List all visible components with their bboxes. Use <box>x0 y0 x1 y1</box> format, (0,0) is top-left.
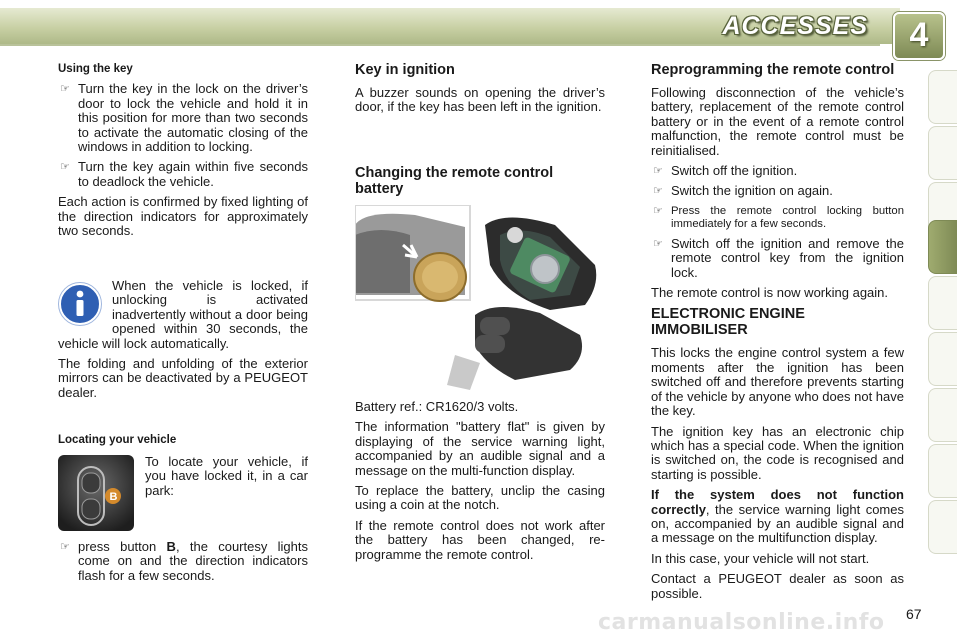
pointing-hand-icon: ☞ <box>60 161 70 174</box>
header-rule <box>0 44 880 46</box>
subheading-locating: Locating your vehicle <box>58 434 177 446</box>
heading-changing-battery: Changing the remote control battery <box>355 165 554 197</box>
watermark: carmanualsonline.info <box>598 610 885 635</box>
chapter-tab-8[interactable] <box>928 444 957 498</box>
paragraph: If the remote control does not work after the battery has been changed, re-programme the remote control. <box>355 517 605 562</box>
column-left <box>58 62 308 244</box>
subheading-using-key: Using the key <box>58 63 133 75</box>
column-right <box>651 62 904 607</box>
paragraph: The remote control is now working again. <box>651 285 889 301</box>
heading-reprogramming: Reprogramming the remote control <box>651 62 895 78</box>
chapter-tab-7[interactable] <box>928 388 957 442</box>
bullet-text: Switch off the ignition. <box>671 163 798 179</box>
remote-button-illustration <box>58 455 134 531</box>
paragraph <box>651 488 904 546</box>
locate-bullet <box>58 540 308 589</box>
section-title: ACCESSES <box>722 12 868 40</box>
bullet-text-post: , the courtesy lights come on and the direction indicators flash for a few seconds. <box>78 539 309 583</box>
pointing-hand-icon: ☞ <box>60 83 70 96</box>
page-number: 67 <box>906 606 922 622</box>
button-letter: B <box>166 539 176 554</box>
chapter-tab-9[interactable] <box>928 500 957 554</box>
battery-text <box>355 400 605 568</box>
bullet-text: Turn the key in the lock on the driver’s door to lock the vehicle and hold it in this position for more than two seconds to activate the automatic closing of the windows in addition to locking. <box>78 81 308 155</box>
button-b-label: B <box>109 491 118 503</box>
paragraph: This locks the engine control system a few moments after the ignition has been switched off and therefore prevents starting of the vehicle by anyone who does not have the key. <box>651 345 904 419</box>
heading-immobiliser: ELECTRONIC ENGINE IMMOBILISER <box>651 306 805 339</box>
bullet-text: Turn the key again within five seconds to deadlock the vehicle. <box>78 159 308 189</box>
chapter-badge <box>893 12 945 60</box>
chapter-tab-2[interactable] <box>928 126 957 180</box>
pointing-hand-icon: ☞ <box>653 237 663 250</box>
pointing-hand-icon: ☞ <box>653 165 663 178</box>
list-item <box>651 237 904 280</box>
warning-rest: , the service warning light comes on, accompanied by an audible signal and a message on the multifunction display. <box>651 501 904 546</box>
info-float-spacer <box>58 279 112 335</box>
column-middle <box>355 62 605 121</box>
paragraph: Battery ref.: CR1620/3 volts. <box>355 399 519 414</box>
chapter-number: 4 <box>909 16 929 54</box>
pointing-hand-icon: ☞ <box>653 204 663 217</box>
locate-text <box>145 455 308 504</box>
chapter-tab-4-active[interactable] <box>928 220 957 274</box>
paragraph: A buzzer sounds on opening the driver’s door, if the key has been left in the ignition. <box>355 85 605 115</box>
paragraph: Contact a PEUGEOT dealer as soon as possible. <box>651 571 904 601</box>
list-item <box>651 205 904 231</box>
list-item <box>651 184 904 198</box>
info-block <box>58 279 308 406</box>
bullet-text: Switch the ignition on again. <box>671 183 833 199</box>
locate-section <box>58 433 308 453</box>
chapter-tabs <box>928 70 960 575</box>
battery-heading-wrap <box>355 165 605 205</box>
info-paragraph-2: The folding and unfolding of the exterior mirrors can be deactivated by a PEUGEOT dealer. <box>58 356 308 400</box>
paragraph: Each action is confirmed by fixed lighting of the direction indicators for approximately two seconds. <box>58 194 308 239</box>
list-item <box>58 540 308 583</box>
list-item <box>651 164 904 178</box>
info-paragraph: When the vehicle is locked, if unlocking is activated inadvertently without a door being opened within 30 seconds, the vehicle will lock automatically. <box>58 278 308 351</box>
heading-key-in-ignition: Key in ignition <box>355 62 455 78</box>
bullet-text: Switch off the ignition and remove the remote control key from the ignition lock. <box>671 235 904 280</box>
warning-bold: If the system does not function correctly <box>651 487 904 517</box>
list-item <box>58 82 308 154</box>
paragraph: The information "battery flat" is given by displaying of the service warning light, accompanied by an audible signal and a message on the multi-function display. <box>355 419 605 478</box>
paragraph: To locate your vehicle, if you have locked it, in a car park: <box>145 454 308 498</box>
chapter-tab-5[interactable] <box>928 276 957 330</box>
chapter-tab-1[interactable] <box>928 70 957 124</box>
list-item <box>58 160 308 189</box>
pointing-hand-icon: ☞ <box>653 185 663 198</box>
bullet-text-pre: press button <box>78 539 167 554</box>
paragraph: To replace the battery, unclip the casing using a coin at the notch. <box>355 483 605 513</box>
remote-battery-illustration <box>355 205 605 390</box>
page-header <box>0 0 960 62</box>
paragraph: The ignition key has an electronic chip which has a special code. When the ignition is switched on, the code is recognised and starting is possible. <box>651 423 904 482</box>
info-para-wrap <box>58 279 308 351</box>
paragraph: In this case, your vehicle will not start. <box>651 550 870 566</box>
chapter-tab-6[interactable] <box>928 332 957 386</box>
pointing-hand-icon: ☞ <box>60 541 70 553</box>
bullet-text: Press the remote control locking button immediately for a few seconds. <box>671 204 904 230</box>
paragraph: Following disconnection of the vehicle’s battery, replacement of the remote control battery or in the event of a remote control malfunction, the remote control must be reinitialised. <box>651 85 904 158</box>
